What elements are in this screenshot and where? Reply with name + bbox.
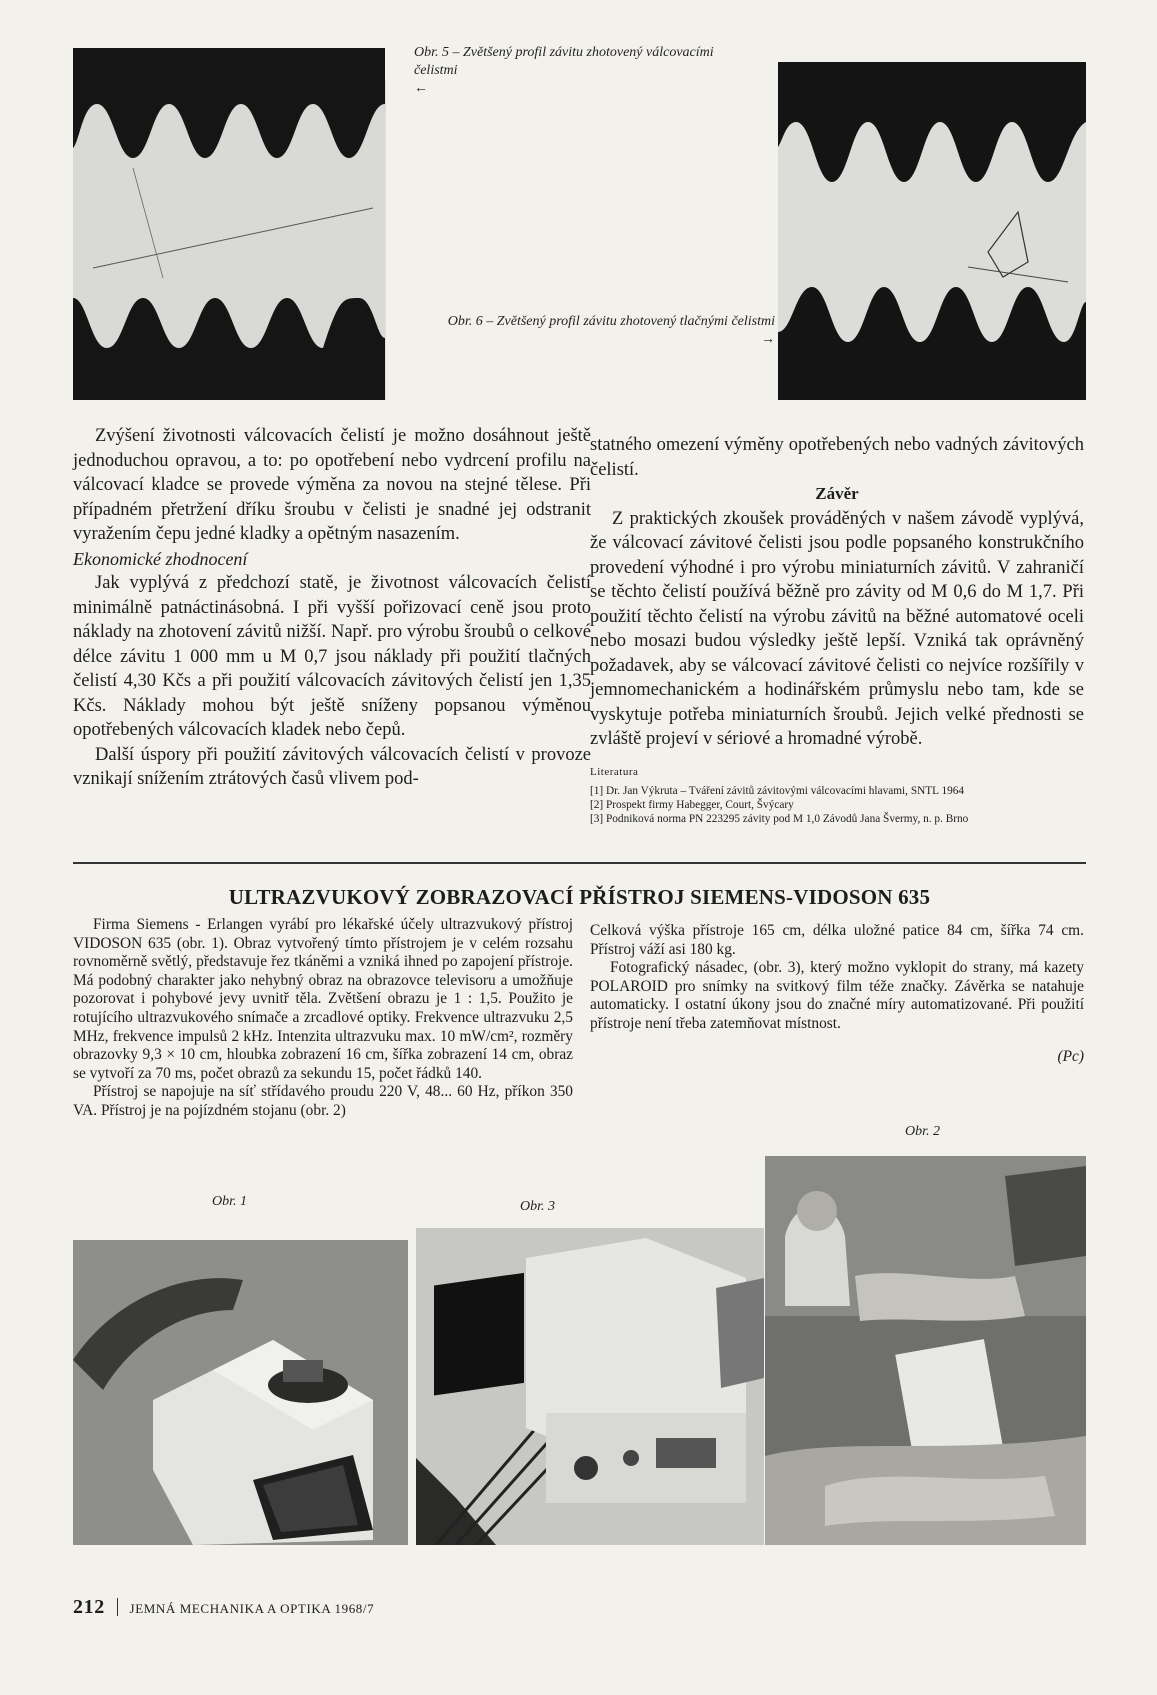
figure-1-label: Obr. 1 [212, 1194, 248, 1209]
figure-5-caption: Obr. 5 – Zvětšený profil závitu zhotovený válcovacími čelistmi ← [414, 45, 714, 96]
article2-left-paragraph-1: Firma Siemens - Erlangen vyrábí pro lékařské účely ultrazvukový přístroj VIDOSON 635 (obr. 1). Obraz vytvořený tímto přístrojem je v celém rozsahu rovnoměrně světlý, představuje řez tkáněmi a vzniká ihned po zapojení přístroje. Má podobný charakter jako nehybný obraz na obrazovce televisoru a umožňuje pozorovat i pohybové jevy uvnitř těla. Zvětšení obrazu je 1 : 1,5. Použito je rotujícího ultrazvukového snímače a zrcadlové optiky. Frekvence ultrazvuku 2,5 MHz, frekvence impulsů 2 kHz. Intenzita ultrazvuku max. 10 mW/cm², rozměry obrazovky 9,3 × 10 cm, hloubka zobrazení 16 cm, šířka zobrazení 14 cm, obraz se vytvoří za 70 ms, počet obrazů za sekundu 15, počet řádků 140. [73, 916, 573, 1082]
literature-item: [1] Dr. Jan Výkruta – Tváření závitů závitovými válcovacími hlavami, SNTL 1964 [590, 785, 965, 797]
technical-drawing-bleed [385, 80, 581, 400]
article1-right-paragraph-2: Z praktických zkoušek prováděných v našem závodě vyplývá, že válcovací závitové čelisti jsou podle popsaného konstrukčního provedení výhodné i pro výrobu miniaturních závitů. V zahraničí se těchto čelistí používá běžně pro závity od M 0,6 do M 1,7. Při použití těchto čelistí na výrobu závitů na běžné automatové oceli nebo mosazi budou výsledky ještě lepší. Vzniká tak oprávněný požadavek, aby se válcovací závitové čelisti co nejvíce rozšířily v jemnomechanickém a hodinářském průmyslu nebo tam, kde se vyskytuje potřeba miniaturních šroubů. Jejich velké přednosti se zvláště projeví v sériové a hromadné výrobě. [590, 508, 1084, 749]
journal-name: JEMNÁ MECHANIKA A OPTIKA 1968/7 [129, 1601, 375, 1616]
figure-5-photo [73, 48, 385, 400]
article-separator [73, 862, 1086, 864]
article2-right-paragraph-2: Fotografický násadec, (obr. 3), který možno vyklopit do strany, má kazety POLAROID pro snímky na svitkový film téže značky. Závěrka se natahuje automaticky. I ostatní úkony jsou do značné míry automatizované. Při použití přístroje není třeba zatemňovat místnost. [590, 959, 1084, 1032]
page-number: 212 [73, 1596, 105, 1618]
article2-title: ULTRAZVUKOVÝ ZOBRAZOVACÍ PŘÍSTROJ SIEMENS-VIDOSON 635 [228, 885, 931, 909]
article1-left-paragraph-1: Zvýšení životnosti válcovacích čelistí je možno dosáhnout ještě jednoduchou opravou, a to: po opotřebení nebo vydrcení profilu na válcovací kladce se provede výměna za novou na stejné tělese. Při případném přetržení dříku šroubu v čelisti je snadné jej odstranit vyražením čepu jedné kladky a opětným nasazením. [73, 426, 591, 544]
figure-2-photo [765, 1156, 1086, 1545]
arrow-right-icon: → [761, 332, 775, 347]
article1-right-column [590, 433, 1084, 826]
article1-left-paragraph-3: Další úspory při použití závitových válcovacích čelistí v provoze vznikají snížením ztrátových časů vlivem pod- [73, 744, 591, 789]
page-footer [73, 1596, 374, 1619]
literature-item: [2] Prospekt firmy Habegger, Court, Švýcary [590, 799, 794, 811]
literature-item: [3] Podniková norma PN 223295 závity pod M 1,0 Závodů Jana Švermy, n. p. Brno [590, 813, 969, 825]
literature-heading: Literatura [590, 765, 639, 778]
article2-left-column [73, 916, 573, 1121]
article2-right-column [590, 922, 1084, 1066]
article1-right-paragraph-1: statného omezení výměny opotřebených nebo vadných závitových čelistí. [590, 435, 1084, 480]
article2-signature: (Pc) [1057, 1047, 1084, 1065]
article1-left-column [73, 424, 591, 792]
footer-divider [117, 1598, 118, 1616]
figure-1-photo [73, 1240, 408, 1545]
article2-left-paragraph-2: Přístroj se napojuje na síť střídavého proudu 220 V, 48... 60 Hz, příkon 350 VA. Přístroj je na pojízdném stojanu (obr. 2) [73, 1083, 573, 1119]
figure-6-caption: Obr. 6 – Zvětšený profil závitu zhotovený tlačnými čelistmi → [447, 314, 775, 347]
article2-right-paragraph-1: Celková výška přístroje 165 cm, délka uložné patice 84 cm, šířka 74 cm. Přístroj váží asi 180 kg. [590, 922, 1084, 958]
section-heading-economic: Ekonomické zhodnocení [73, 548, 248, 569]
figure-6-photo [778, 62, 1086, 400]
arrow-left-icon: ← [414, 81, 428, 96]
article1-left-paragraph-2: Jak vyplývá z předchozí statě, je životnost válcovacích čelistí minimálně patnáctinásobná. I při vyšší pořizovací ceně jsou proto náklady na zhotovení závitů nižší. Např. pro výrobu šroubů o celkové délce závitu 1 000 mm u M 0,7 jsou náklady při použití tlačných čelistí 4,30 Kčs a při použití válcovacích závitových čelistí jen 1,35 Kčs. Náklady mohou být ještě sníženy popsanou výměnou opotřebených válcovacích kladek nebo čepů. [73, 573, 591, 740]
section-heading-conclusion: Závěr [815, 484, 859, 503]
literature-list [590, 784, 1084, 826]
figure-3-photo [416, 1228, 764, 1545]
figure-3-label: Obr. 3 [520, 1199, 556, 1214]
figure-2-label: Obr. 2 [905, 1124, 941, 1139]
